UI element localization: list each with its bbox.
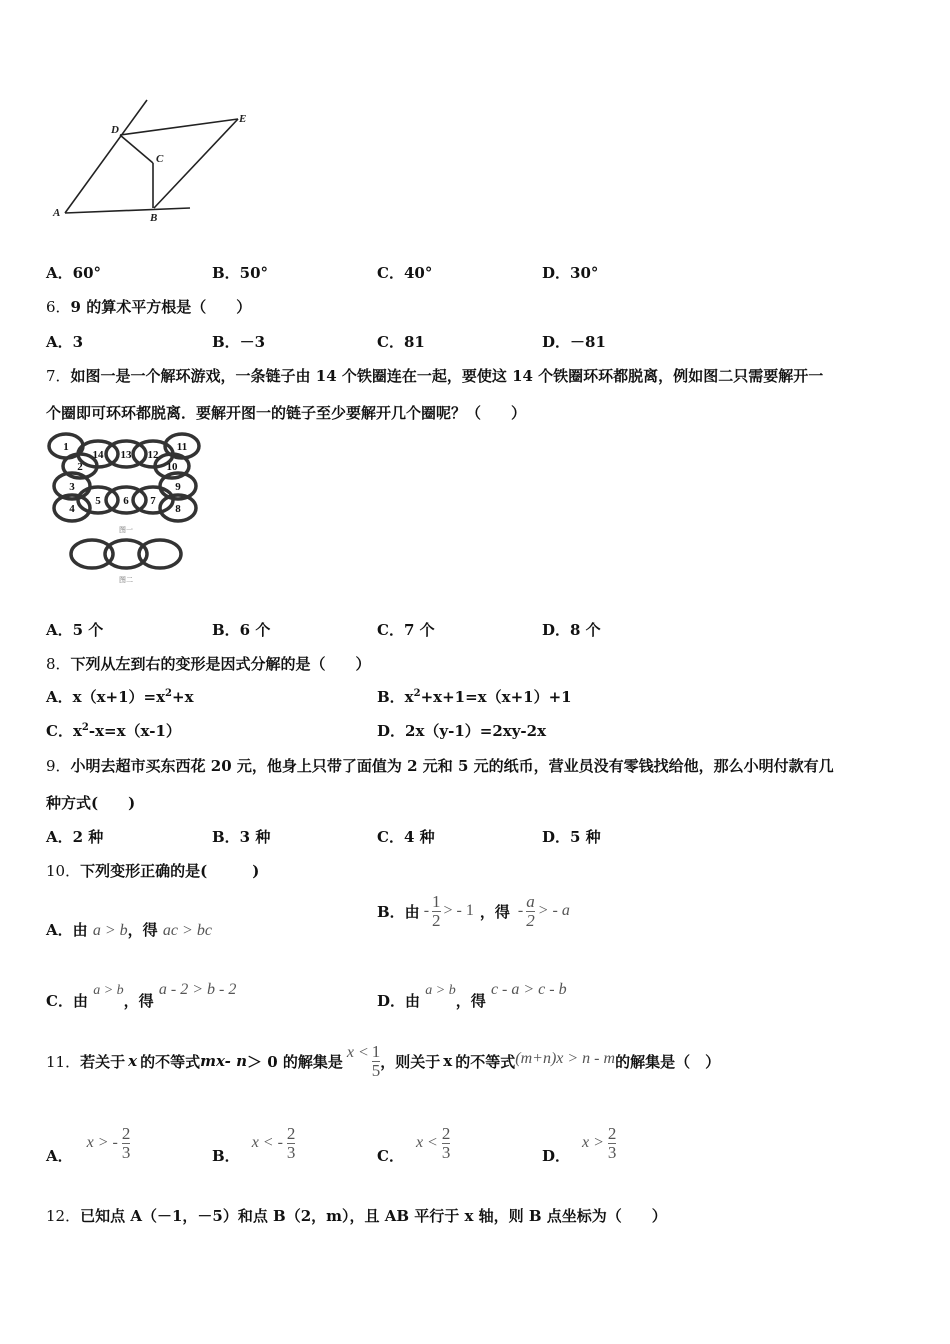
ring-label-10: 10 bbox=[166, 461, 178, 473]
ring-label-7: 7 bbox=[150, 495, 156, 507]
ring-label-12: 12 bbox=[147, 449, 159, 461]
ring-label-4: 4 bbox=[69, 503, 75, 515]
q7-stem-line1: 7．如图一是一个解环游戏，一条链子由 14 个铁圈连在一起，要使这 14 个铁圈环环都脱离，例如图二只需要解开一 bbox=[46, 367, 824, 385]
q9-stem-line2: 种方式( ) bbox=[46, 794, 136, 812]
q9-option-d: D．5 种 bbox=[542, 828, 601, 846]
geometry-figure bbox=[50, 95, 260, 225]
q7-option-a: A．5 个 bbox=[46, 621, 104, 639]
ring-label-1: 1 bbox=[63, 441, 69, 453]
q7-option-d: D．8 个 bbox=[542, 621, 601, 639]
q8-option-c: C．$x^2-x=x(x-1)$ bbox=[46, 722, 181, 740]
q10-option-b: B．由 - $\frac{1}{2}$ > - 1 ，得 - $\frac{a}{2}$ > - a bbox=[377, 892, 570, 930]
q11-option-d: D． x > $\frac{2}{3}$ bbox=[542, 1123, 617, 1165]
q9-option-b: B．3 种 bbox=[212, 828, 271, 846]
q7-option-c: C．7 个 bbox=[377, 621, 435, 639]
ring-label-5: 5 bbox=[95, 495, 101, 507]
fig-caption-1: 图一 bbox=[119, 526, 133, 534]
q7-stem-line2: 个圈即可环环都脱离．要解开图一的链子至少要解开几个圈呢？（ ） bbox=[46, 404, 527, 422]
q5-option-a: A．60° bbox=[46, 264, 102, 282]
q6-option-a: A．3 bbox=[46, 333, 84, 351]
q6-option-c: C．81 bbox=[377, 333, 425, 351]
q11-option-c: C． x < $\frac{2}{3}$ bbox=[377, 1123, 451, 1165]
q9-option-c: C．4 种 bbox=[377, 828, 435, 846]
q8-option-d: D．2x（y-1）=2xy-2x bbox=[377, 722, 547, 740]
ring-label-11: 11 bbox=[176, 441, 188, 453]
ring-label-9: 9 bbox=[175, 481, 181, 493]
q5-option-b: B．50° bbox=[212, 264, 269, 282]
ring-label-8: 8 bbox=[175, 503, 181, 515]
ring-label-14: 14 bbox=[92, 449, 104, 461]
q7-option-b: B．6 个 bbox=[212, 621, 271, 639]
ring-label-13: 13 bbox=[120, 449, 132, 461]
q10-option-d: D．由 a > b，得 c - a > c - b bbox=[377, 981, 567, 1010]
label-b: B bbox=[150, 212, 158, 224]
ring-label-3: 3 bbox=[69, 481, 75, 493]
q11-option-a: A． x > - $\frac{2}{3}$ bbox=[46, 1123, 131, 1165]
ring-label-2: 2 bbox=[77, 461, 83, 473]
q9-stem-line1: 9．小明去超市买东西花 20 元，他身上只带了面值为 2 元和 5 元的纸币，营业员没有零钱找给他，那么小明付款有几 bbox=[46, 757, 834, 775]
q5-option-d: D．30° bbox=[542, 264, 599, 282]
q11-option-b: B． x < - $\frac{2}{3}$ bbox=[212, 1123, 296, 1165]
q8-option-a: A．$x(x+1)=x^2+x$ bbox=[46, 688, 194, 706]
q11-stem: 11． 若关于 x 的不等式 mx- n ＞ 0 的解集是 x < $\frac{1}{5}$ ，则关于 x 的不等式 (m+n)x > n - m 的解集是（ ） bbox=[46, 1041, 721, 1080]
rings-figure bbox=[46, 430, 216, 590]
q10-option-a: A．由 a > b，得 ac > bc bbox=[46, 921, 212, 939]
label-a: A bbox=[53, 207, 61, 219]
ring-label-6: 6 bbox=[123, 495, 129, 507]
q5-option-c: C．40° bbox=[377, 264, 433, 282]
q8-stem: 8．下列从左到右的变形是因式分解的是（ ） bbox=[46, 655, 371, 673]
q10-option-c: C．由 a > b，得 a - 2 > b - 2 bbox=[46, 981, 237, 1010]
q12-stem: 12．已知点 A（－1，－5）和点 B（2，m），且 AB 平行于 x 轴，则 B 点坐标为（ ） bbox=[46, 1207, 667, 1225]
fig-caption-2: 图二 bbox=[119, 576, 133, 584]
q10-stem: 10．下列变形正确的是( ) bbox=[46, 862, 260, 880]
label-e: E bbox=[239, 113, 247, 125]
q8-option-b: B．$x^2+x+1=x(x+1)+1$ bbox=[377, 688, 572, 706]
label-c: C bbox=[156, 153, 164, 165]
q6-stem: 6．9 的算术平方根是（ ） bbox=[46, 298, 252, 316]
q6-option-d: D．－81 bbox=[542, 333, 606, 351]
q6-option-b: B．－3 bbox=[212, 333, 266, 351]
q9-option-a: A．2 种 bbox=[46, 828, 104, 846]
label-d: D bbox=[111, 124, 119, 136]
